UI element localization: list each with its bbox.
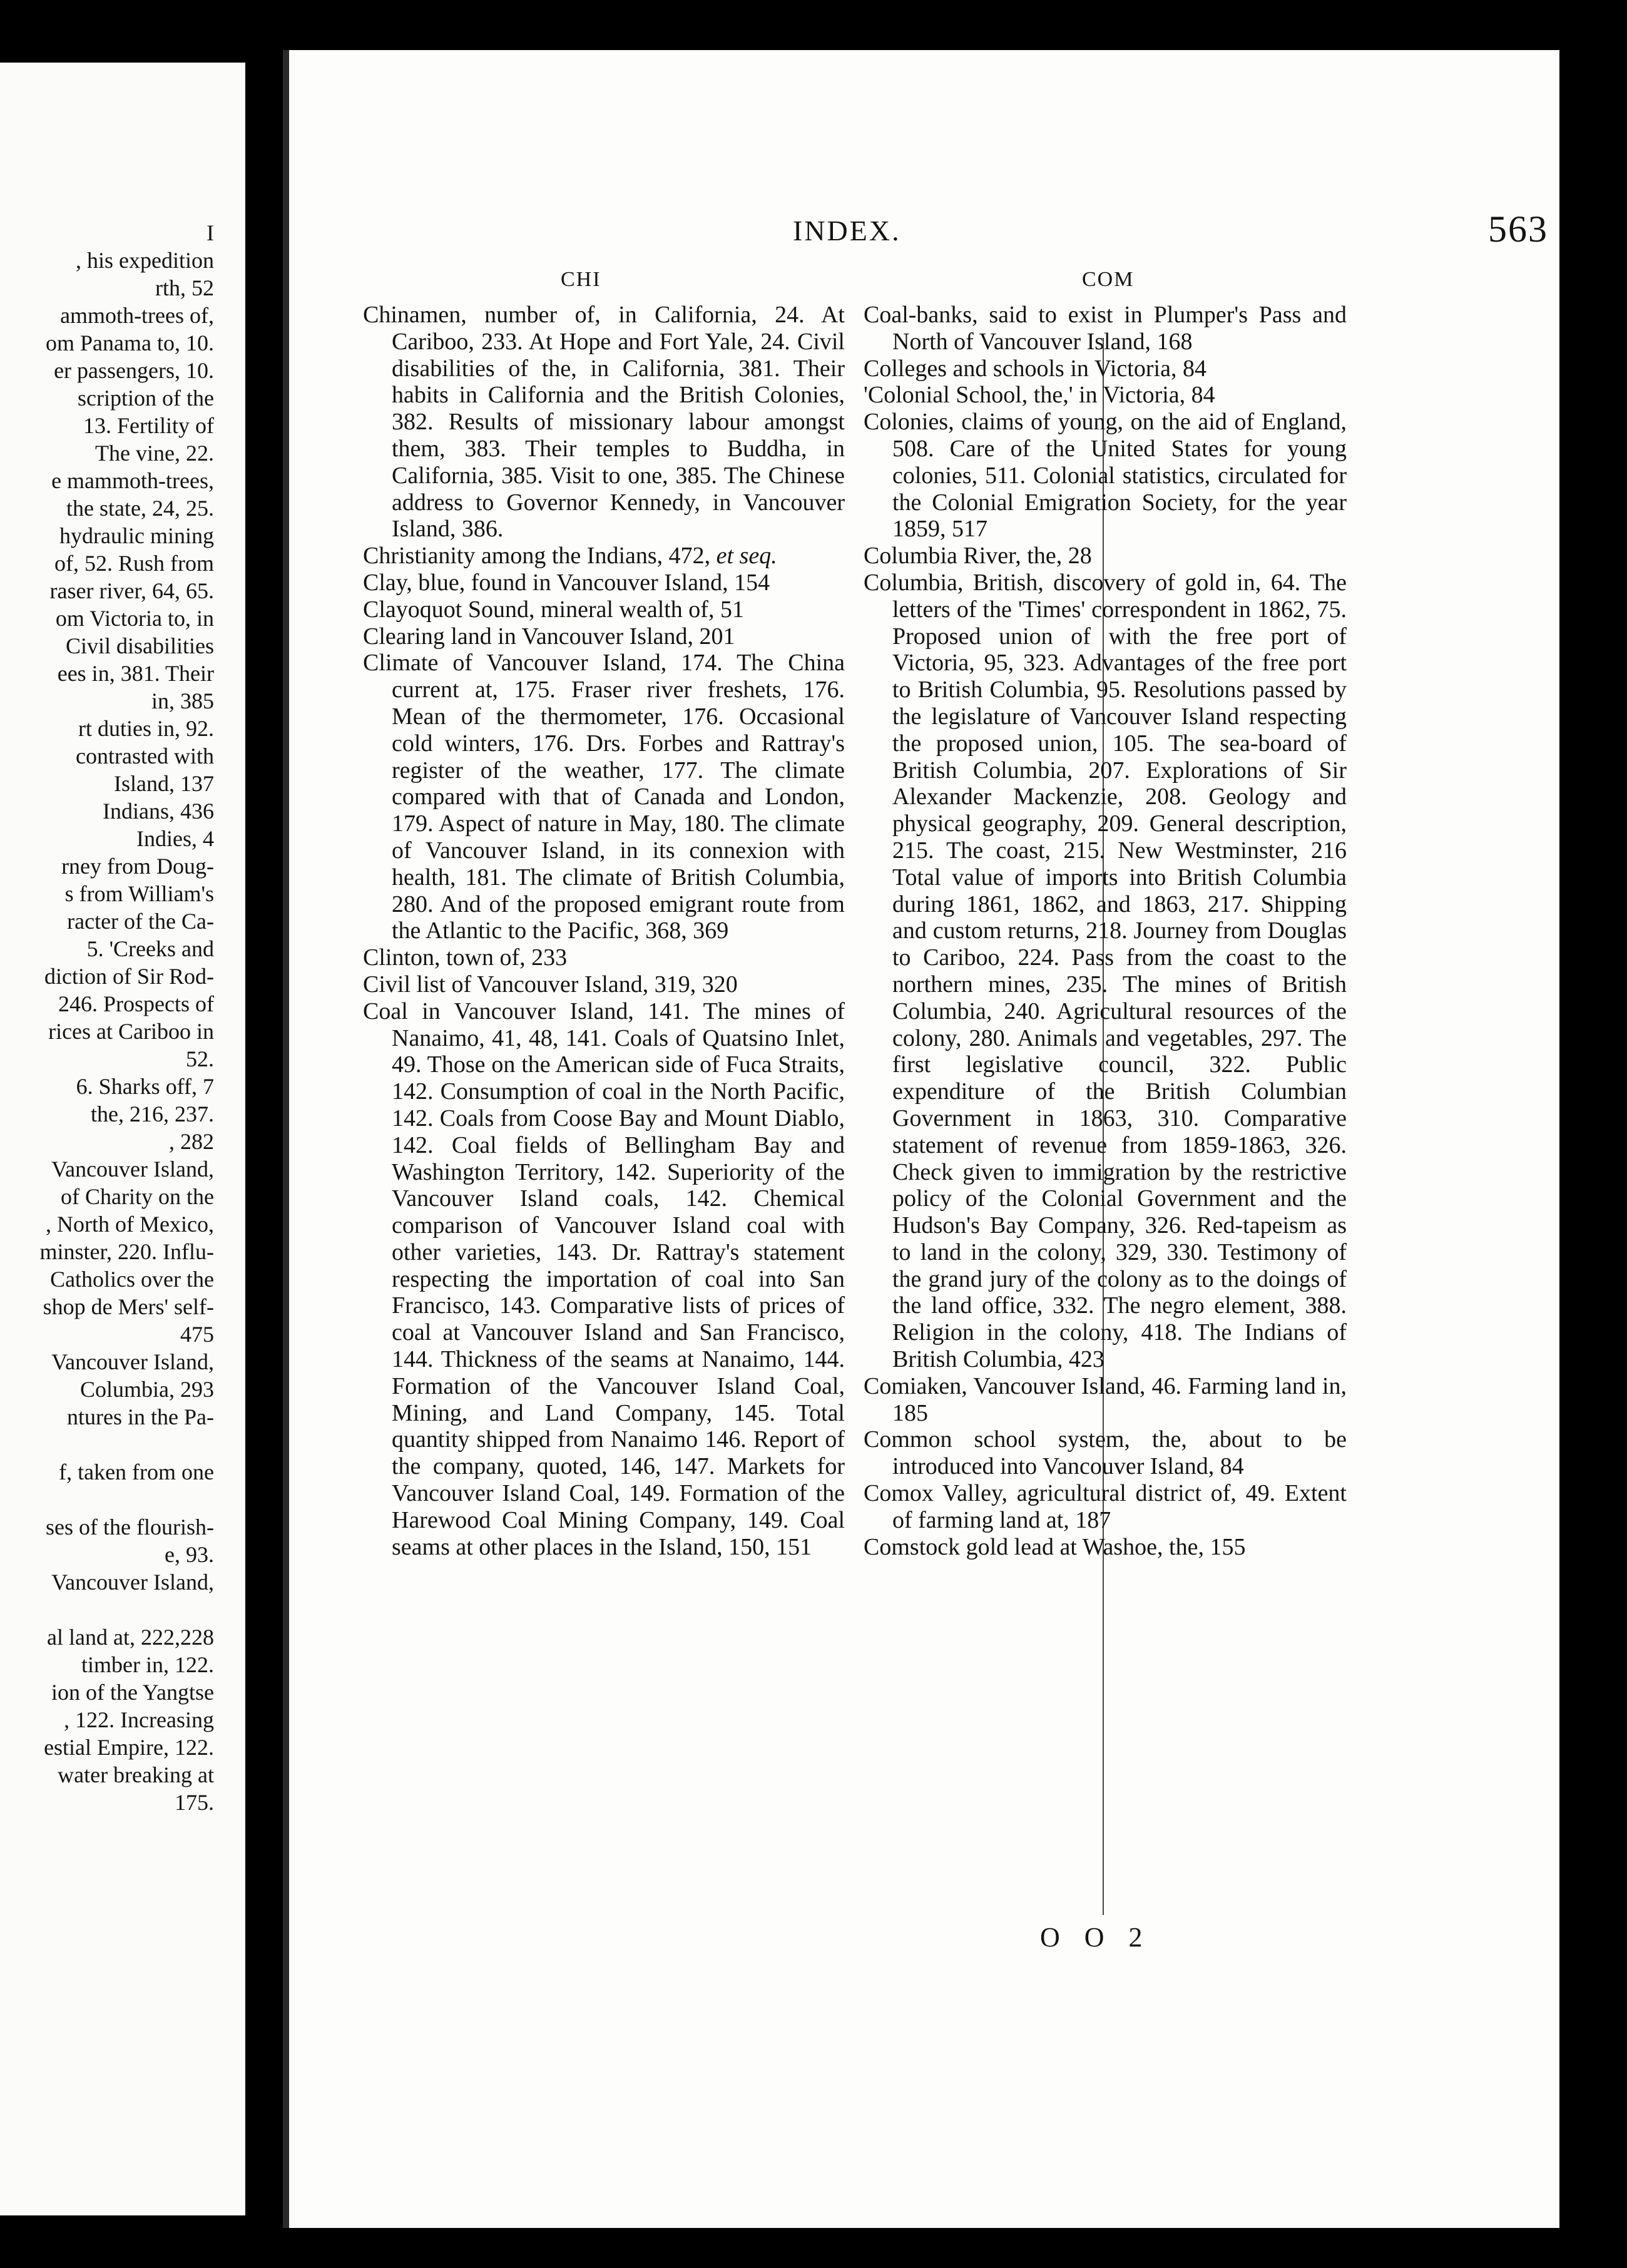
facing-page-line: diction of Sir Rod- <box>44 964 214 989</box>
facing-page-line: ntures in the Pa- <box>67 1404 214 1429</box>
running-title: INDEX. <box>793 215 901 247</box>
facing-page-line: estial Empire, 122. <box>44 1735 214 1760</box>
index-entry: Coal-banks, said to exist in Plumper's Pass and North of Vancouver Island, 168 <box>864 302 1347 355</box>
facing-page-line: Civil disabilities <box>65 633 214 658</box>
page-edge-shadow <box>283 50 289 2228</box>
facing-page-line: I <box>207 220 214 245</box>
facing-page-line: 52. <box>186 1046 214 1071</box>
facing-page-line: rices at Cariboo in <box>48 1019 214 1044</box>
facing-page-line: timber in, 122. <box>81 1652 214 1677</box>
facing-page-line: rth, 52 <box>155 275 214 300</box>
facing-page-fragment <box>0 63 245 2215</box>
page-number: 563 <box>1488 208 1548 250</box>
index-entry: Colonies, claims of young, on the aid of England, 508. Care of the United States for young colonies, 511. Colonial statistics, circulated for the Colonial Emigration Society, for the year 1859, 517 <box>864 409 1347 543</box>
index-entry: Clearing land in Vancouver Island, 201 <box>363 623 735 650</box>
facing-page-line: f, taken from one <box>59 1459 214 1484</box>
index-entry: 'Colonial School, the,' in Victoria, 84 <box>864 382 1215 409</box>
facing-page-line: 475 <box>180 1322 214 1347</box>
facing-page-line: ammoth-trees of, <box>60 303 214 328</box>
index-entry-text: Christianity among the Indians, 472, <box>363 543 711 570</box>
facing-page-line: om Panama to, 10. <box>46 330 214 355</box>
facing-page-line: om Victoria to, in <box>55 606 214 631</box>
index-entry <box>363 543 845 570</box>
facing-page-line: ees in, 381. Their <box>57 661 214 686</box>
facing-page-line: raser river, 64, 65. <box>49 578 214 603</box>
facing-page-line: racter of the Ca- <box>67 909 214 934</box>
facing-page-line: of, 52. Rush from <box>54 551 214 576</box>
facing-page-line: , his expedition <box>76 248 214 273</box>
facing-page-line: Vancouver Island, <box>51 1157 214 1182</box>
facing-page-line: ses of the flourish- <box>46 1515 214 1540</box>
index-page <box>283 50 1559 2228</box>
facing-page-line: rt duties in, 92. <box>78 716 214 741</box>
facing-page-line: Indies, 4 <box>136 826 214 851</box>
facing-page-line: shop de Mers' self- <box>43 1294 214 1319</box>
index-entry: Coal in Vancouver Island, 141. The mines of Nanaimo, 41, 48, 141. Coals of Quatsino Inlet, 49. Those on the American side of Fuca Straits, 142. Consumption of coal in the North Pacific, 142. Coals from Coose Bay and Mount Diablo, 142. Coal fields of Bellingham Bay and Washington Territory, 142. Superiority of the Vancouver Island coals, 142. Chemical comparison of Vancouver Island coal with other varieties, 143. Dr. Rattray's statement respecting the importation of coal into San Francisco, 143. Comparative lists of prices of coal at Vancouver Island and San Francisco, 144. Thickness of the seams at Nanaimo, 144. Formation of the Vancouver Island Coal, Mining, and Land Company, 145. Total quantity shipped from Nanaimo 146. Report of the company, quoted, 146, 147. Markets for Vancouver Island Coal, 149. Formation of the Harewood Coal Mining Company, 149. Coal seams at other places in the Island, 150, 151 <box>363 998 845 1560</box>
facing-page-line: water breaking at <box>58 1762 214 1787</box>
column-guide-left: CHI <box>561 268 601 291</box>
facing-page-line: minster, 220. Influ- <box>39 1239 214 1264</box>
facing-page-line: e, 93. <box>165 1542 214 1567</box>
facing-page-line: Columbia, 293 <box>80 1377 214 1402</box>
facing-page-line: contrasted with <box>76 743 214 769</box>
index-entry: Colleges and schools in Victoria, 84 <box>864 355 1206 382</box>
facing-page-line: er passengers, 10. <box>54 358 214 383</box>
index-entry: Columbia, British, discovery of gold in, 64. The letters of the 'Times' correspondent in 1862, 75. Proposed union of with the free port of Victoria, 95, 323. Advantages of the free port to British Columbia, 95. Resolutions passed by the legislature of Vancouver Island respecting the proposed union, 105. The sea-board of British Columbia, 207. Explorations of Sir Alexander Mackenzie, 208. Geology and physical geography, 209. General description, 215. The coast, 215. New Westminster, 216 Total value of imports into British Columbia during 1861, 1862, and 1863, 217. Shipping and custom returns, 218. Journey from Douglas to Cariboo, 224. Pass from the coast to the northern mines, 235. The mines of British Columbia, 240. Agricultural resources of the colony, 280. Animals and vegetables, 297. The first legislative council, 322. Public expenditure of the British Columbian Government in 1863, 310. Comparative statement of revenue from 1859-1863, 326. Check given to immigration by the restrictive policy of the Colonial Government and the Hudson's Bay Company, 326. Red-tapeism as to land in the colony, 329, 330. Testimony of the grand jury of the colony as to the doings of the land office, 332. The negro element, 388. Religion in the colony, 418. The Indians of British Columbia, 423 <box>864 569 1347 1373</box>
facing-page-line: Indians, 436 <box>103 799 214 824</box>
column-guide-right: COM <box>1082 268 1135 291</box>
facing-page-line: e mammoth-trees, <box>51 468 214 493</box>
facing-page-line: scription of the <box>78 386 214 411</box>
index-entry: Chinamen, number of, in California, 24. At Cariboo, 233. At Hope and Fort Yale, 24. Civil disabilities of the, in California, 381. Their habits in California and the British Colonies, 382. Results of missionary labour amongst them, 383. Their temples to Buddha, in California, 385. Visit to one, 385. The Chinese address to Governor Kennedy, in Vancouver Island, 386. <box>363 302 845 543</box>
facing-page-line: hydraulic mining <box>59 523 214 548</box>
index-entry: Common school system, the, about to be introduced into Vancouver Island, 84 <box>864 1426 1347 1480</box>
facing-page-line: in, 385 <box>151 688 214 713</box>
index-entry: Comox Valley, agricultural district of, 49. Extent of farming land at, 187 <box>864 1480 1347 1533</box>
index-entry: Civil list of Vancouver Island, 319, 320 <box>363 971 738 998</box>
facing-page-line: , North of Mexico, <box>46 1212 214 1237</box>
facing-page-line: Vancouver Island, <box>51 1349 214 1374</box>
index-entry: Climate of Vancouver Island, 174. The China current at, 175. Fraser river freshets, 176. Mean of the thermometer, 176. Occasional cold winters, 176. Drs. Forbes and Rattray's register of the weather, 177. The climate compared with that of Canada and London, 179. Aspect of nature in May, 180. The climate of Vancouver Island, in its connexion with health, 181. The climate of British Columbia, 280. And of the proposed emigrant route from the Atlantic to the Pacific, 368, 369 <box>363 650 845 944</box>
facing-page-line: the state, 24, 25. <box>66 496 214 521</box>
facing-page-line: s from William's <box>64 881 214 906</box>
index-entry: Clinton, town of, 233 <box>363 944 568 971</box>
facing-page-line: al land at, 222,228 <box>47 1625 214 1650</box>
index-column-left <box>363 302 845 1560</box>
index-entry: Clayoquot Sound, mineral wealth of, 51 <box>363 596 744 623</box>
facing-page-line: 13. Fertility of <box>83 413 214 438</box>
book-gutter <box>245 50 283 2228</box>
facing-page-line: 5. 'Creeks and <box>86 936 214 961</box>
index-entry: Columbia River, the, 28 <box>864 543 1092 570</box>
facing-page-line: ion of the Yangtse <box>51 1680 214 1705</box>
facing-page-line: of Charity on the <box>61 1184 214 1209</box>
index-entry: Comstock gold lead at Washoe, the, 155 <box>864 1533 1246 1560</box>
index-entry-italic: et seq. <box>716 543 777 570</box>
facing-page-line: 175. <box>175 1790 214 1815</box>
facing-page-line: , 282 <box>169 1129 214 1154</box>
index-column-right <box>864 302 1347 1560</box>
facing-page-line: 246. Prospects of <box>58 991 214 1016</box>
facing-page-line: The vine, 22. <box>95 441 214 466</box>
facing-page-line: rney from Doug- <box>61 854 214 879</box>
index-entry: Clay, blue, found in Vancouver Island, 154 <box>363 569 770 596</box>
facing-page-line: , 122. Increasing <box>64 1707 214 1732</box>
facing-page-line: 6. Sharks off, 7 <box>76 1074 214 1099</box>
facing-page-line: the, 216, 237. <box>91 1101 214 1126</box>
facing-page-line: Catholics over the <box>50 1267 214 1292</box>
facing-page-line: Vancouver Island, <box>51 1570 214 1595</box>
signature-mark: O O 2 <box>1040 1922 1151 1953</box>
facing-page-line: Island, 137 <box>114 771 214 796</box>
index-entry: Comiaken, Vancouver Island, 46. Farming land in, 185 <box>864 1372 1347 1426</box>
